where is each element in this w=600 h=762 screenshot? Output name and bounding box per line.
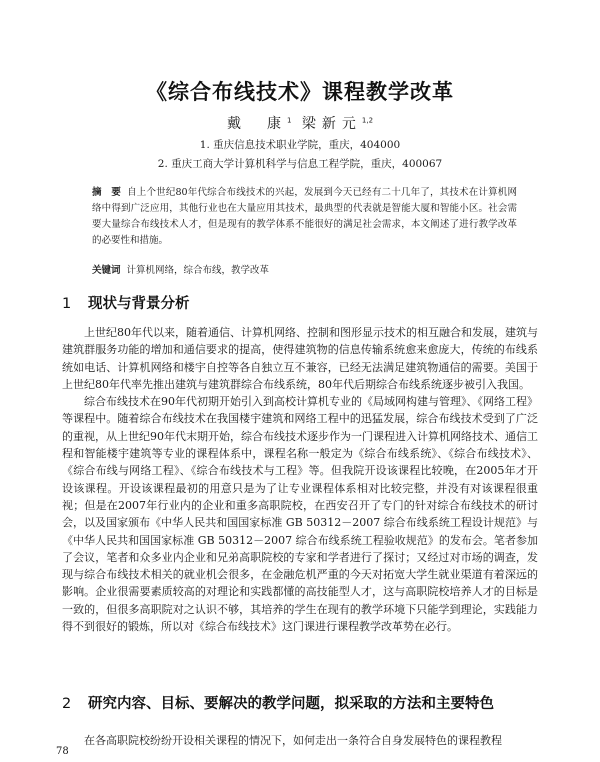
abstract <box>92 185 517 249</box>
author-affiliation-mark: 1 <box>286 116 292 125</box>
keywords-text: 计算机网络，综合布线，教学改革 <box>126 265 270 276</box>
paragraph: 综合布线技术在90年代初期开始引入到高校计算机专业的《局域网构建与管理》、《网络工程》等课程中。随着综合布线技术在我国楼宇建筑和网络工程中的迅猛发展，综合布线技术受到了广泛的重视，从上世纪90年代末期开始，综合布线技术逐步作为一门课程进入计算机网络技术、通信工程和智能楼宇建筑等专业的课程体系中，课程名称一般定为《综合布线系统》、《综合布线技术》、《综合布线与网络工程》、《综合布线技术与工程》等。但我院开设该课程比较晚，在2005年才开设该课程。开设该课程最初的用意只是为了让专业课程体系相对比较完整，并没有对该课程很重视；但是在2007年行业内的企业和重多高职院校，在西安召开了专门的针对综合布线技术的研讨会，以及国家颁布《中华人民共和国国家标准 GB 50312－2007 综合布线系统工程设计规范》与《中华人民共和国国家标准 GB 50312－2007 综合布线系统工程验收规范》的发布会。笔者参加了会议，笔者和众多业内企业和兄弟高职院校的专家和学者进行了探讨；又经过对市场的调查，发现与综合布线技术相关的就业机会很多，在金融危机严重的今天对拓宽大学生就业渠道有着深远的影响。企业很需要素质较高的对理论和实践都懂的高技能型人才，这与高职院校培养人才的目标是一致的，但很多高职院对之认识不够，其培养的学生在现有的教学环境下只能学到理论，实践能力得不到很好的锻炼，所以对《综合布线技术》这门课进行课程教学改革势在必行。 <box>62 395 538 634</box>
paragraph: 上世纪80年代以来，随着通信、计算机网络、控制和图形显示技术的相互融合和发展，建筑与建筑群服务功能的增加和通信要求的提高，使得建筑物的信息传输系统愈来愈庞大，传统的布线系统如电话、计算机网络和楼宇自控等各自独立互不兼容，已经无法满足建筑物通信的需要。美国于上世纪80年代率先推出建筑与建筑群综合布线系统，80年代后期综合布线系统逐步被引入我国。 <box>62 326 538 391</box>
page-number: 78 <box>56 746 69 757</box>
keywords-label: 关键词 <box>92 265 121 276</box>
affiliation-2: 2. 重庆工商大学计算机科学与信息工程学院，重庆，400067 <box>157 158 443 170</box>
section-2-heading <box>62 692 494 713</box>
author-line <box>0 113 600 133</box>
keywords <box>92 262 517 276</box>
abstract-text: 自上个世纪80年代综合布线技术的兴起，发展到今天已经有二十几年了，其技术在计算机网络中得到广泛应用，其他行业也在大量应用其技术，最典型的代表就是智能大厦和智能小区。社会需要大量综合布线技术人才，但是现有的教学体系不能很好的满足社会需求，本文阐述了进行教学改革的必要性和措施。 <box>92 187 517 246</box>
author-name: 梁新元 <box>301 116 362 132</box>
section-number: 2 <box>62 696 72 712</box>
affiliation-1: 1. 重庆信息技术职业学院，重庆，404000 <box>199 139 401 151</box>
author-affiliation-mark: 1,2 <box>361 116 374 125</box>
author-name: 戴 康 <box>226 116 287 132</box>
abstract-label: 摘 要 <box>92 187 122 198</box>
section-title: 研究内容、目标、要解决的教学问题，拟采取的方法和主要特色 <box>88 696 494 712</box>
paper-title: 《综合布线技术》课程教学改革 <box>146 80 454 104</box>
section-2-body <box>62 732 538 749</box>
section-number: 1 <box>62 296 72 312</box>
section-1-body <box>62 324 538 635</box>
paragraph: 在各高职院校纷纷开设相关课程的情况下，如何走出一条符合自身发展特色的课程教程 <box>84 734 502 747</box>
section-title: 现状与背景分析 <box>88 296 190 312</box>
section-1-heading <box>62 292 190 313</box>
